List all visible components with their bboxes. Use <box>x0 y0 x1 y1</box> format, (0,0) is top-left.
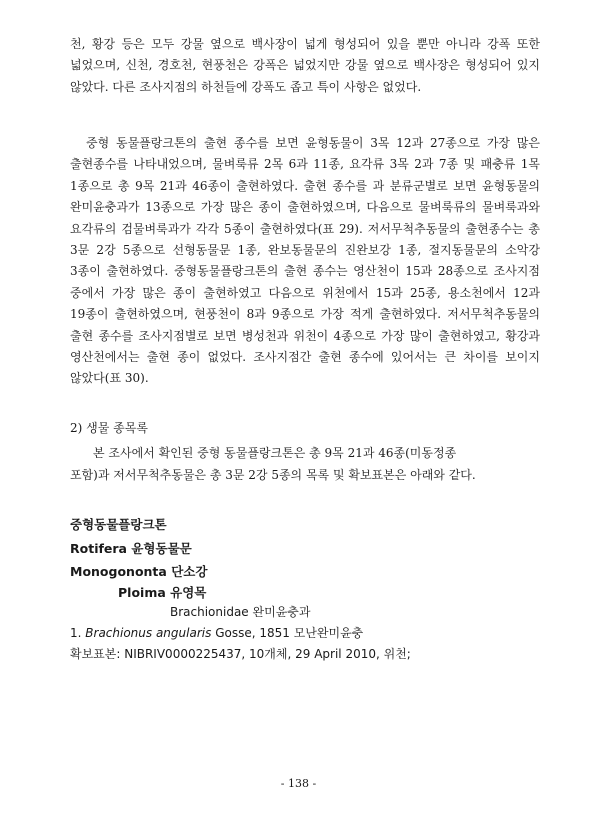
phylum-korean: 윤형동물문 <box>131 541 192 556</box>
order-latin: Ploima <box>118 585 166 600</box>
specimen-line: 확보표본: NIBRIV0000225437, 10개체, 29 April 2010, 위천; <box>70 647 411 661</box>
group-title: 중형동물플랑크톤 <box>70 517 167 532</box>
page-number: - 138 - <box>280 777 317 790</box>
order-line <box>118 583 206 601</box>
class-korean: 단소강 <box>171 564 208 579</box>
species-author: Gosse, 1851 <box>215 626 290 640</box>
paragraph-list-intro-line2: 포함)과 저서무척추동물은 총 3문 2강 5종의 목록 및 확보표본은 아래와 같다. <box>70 468 476 482</box>
paragraph-list-intro-line1: 본 조사에서 확인된 중형 동물플랑크톤은 총 9목 21과 46종(미동정종 <box>93 446 457 460</box>
species-number: 1. <box>70 626 82 640</box>
phylum-latin: Rotifera <box>70 541 127 556</box>
family-korean: 완미윤충과 <box>252 605 311 619</box>
family-line <box>170 603 311 620</box>
order-korean: 유영목 <box>170 585 207 600</box>
section-heading: 2) 생물 종목록 <box>70 421 148 435</box>
phylum-line <box>70 539 192 557</box>
paragraph-river-description: 천, 황강 등은 모두 강물 옆으로 백사장이 넓게 형성되어 있을 뿐만 아니라 강폭 또한 넓었으며, 신천, 경호천, 현풍천은 강폭은 넓었지만 강물 옆으로 백사장은 형성되어 있지 않았다. 다른 조사지점의 하천들에 강폭도 좁고 특이 사항은 없었다. <box>70 37 540 94</box>
species-latin: Brachionus angularis <box>85 626 212 640</box>
family-latin: Brachionidae <box>170 605 249 619</box>
species-korean: 모난완미윤충 <box>293 626 364 640</box>
paragraph-species-results: 중형 동물플랑크톤의 출현 종수를 보면 윤형동물이 3목 12과 27종으로 가장 많은 출현종수를 나타내었으며, 물벼룩류 2목 6과 11종, 요각류 3목 2과 7종 및 패충류 1목 1종으로 총 9목 21과 46종이 출현하였다. 출현 종수를 과 분류군별로 보면 윤형동물의 완미윤충과가 13종으로 가장 많은 종이 출현하였으며, 다음으로 물벼룩류의 물벼룩과와 요각류의 검물벼룩과가 각각 5종이 출현하였다(표 29). 저서무척추동물의 출현종수는 총 3문 2강 5종으로 선형동물문 1종, 완보동물문의 진완보강 1종, 절지동물문의 소악강 3종이 출현하였다. 중형동물플랑크톤의 출현 종수는 영산천이 15과 28종으로 조사지점 중에서 가장 많은 종이 출현하였고 다음으로 위천에서 15과 25종, 용소천에서 12과 19종이 출현하였으며, 현풍천이 8과 9종으로 가장 적게 출현하였다. 저서무척추동물의 출현 종수를 조사지점별로 보면 병성천과 위천이 4종으로 가장 많이 출현하였고, 황강과 영산천에서는 출현 종이 없었다. 조사지점간 출현 종수에 있어서는 큰 차이를 보이지 않았다(표 30). <box>70 136 540 386</box>
class-latin: Monogononta <box>70 564 167 579</box>
species-line <box>70 624 363 641</box>
class-line <box>70 562 207 580</box>
